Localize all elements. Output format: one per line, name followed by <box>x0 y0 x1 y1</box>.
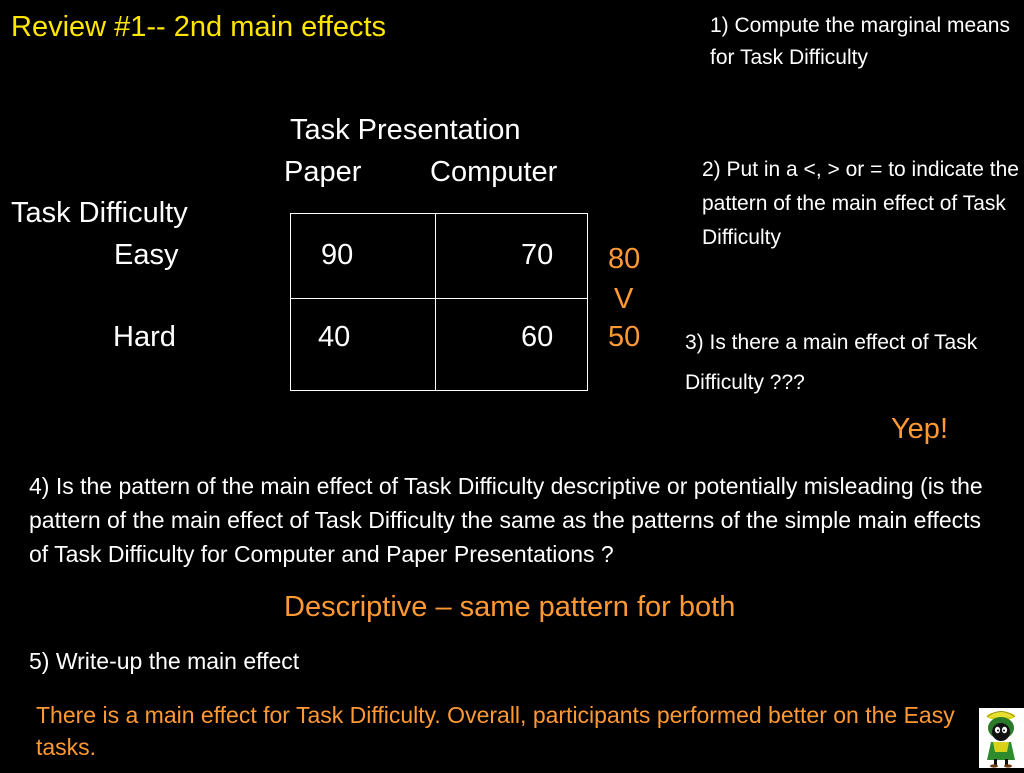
question-1: 1) Compute the marginal means for Task Difficulty <box>710 14 1010 69</box>
table-cell-hard-paper: 40 <box>318 321 351 353</box>
slide-title: Review #1-- 2nd main effects <box>11 11 387 43</box>
column-factor-label: Task Presentation <box>290 114 521 146</box>
answer-3: Yep! <box>891 413 948 445</box>
answer-5: There is a main effect for Task Difficulty. Overall, participants performed better on the Easy tasks. <box>36 702 955 760</box>
comparison-symbol: V <box>614 283 634 315</box>
question-5: 5) Write-up the main effect <box>29 648 300 674</box>
question-3: 3) Is there a main effect of Task Difficulty ??? <box>685 331 978 394</box>
column-header-computer: Computer <box>430 156 558 188</box>
marginal-mean-easy: 80 <box>608 243 641 275</box>
question-2: 2) Put in a <, > or = to indicate the pattern of the main effect of Task Difficulty <box>702 158 1019 249</box>
table-cell-hard-computer: 60 <box>521 321 554 353</box>
table-cell-easy-computer: 70 <box>521 239 554 271</box>
column-header-paper: Paper <box>284 156 362 188</box>
answer-4: Descriptive – same pattern for both <box>284 591 736 623</box>
row-label-hard: Hard <box>113 321 176 353</box>
row-label-easy: Easy <box>114 239 179 271</box>
cartoon-character-icon <box>979 708 1024 768</box>
marginal-mean-hard: 50 <box>608 321 641 353</box>
question-4: 4) Is the pattern of the main effect of Task Difficulty descriptive or potentially misleading (is the pattern of the main effect of Task Difficulty the same as the patterns of the simple main effects of Task Difficulty for Computer and Paper Presentations ? <box>29 473 983 567</box>
table-cell-easy-paper: 90 <box>321 239 354 271</box>
row-factor-label: Task Difficulty <box>11 197 188 229</box>
